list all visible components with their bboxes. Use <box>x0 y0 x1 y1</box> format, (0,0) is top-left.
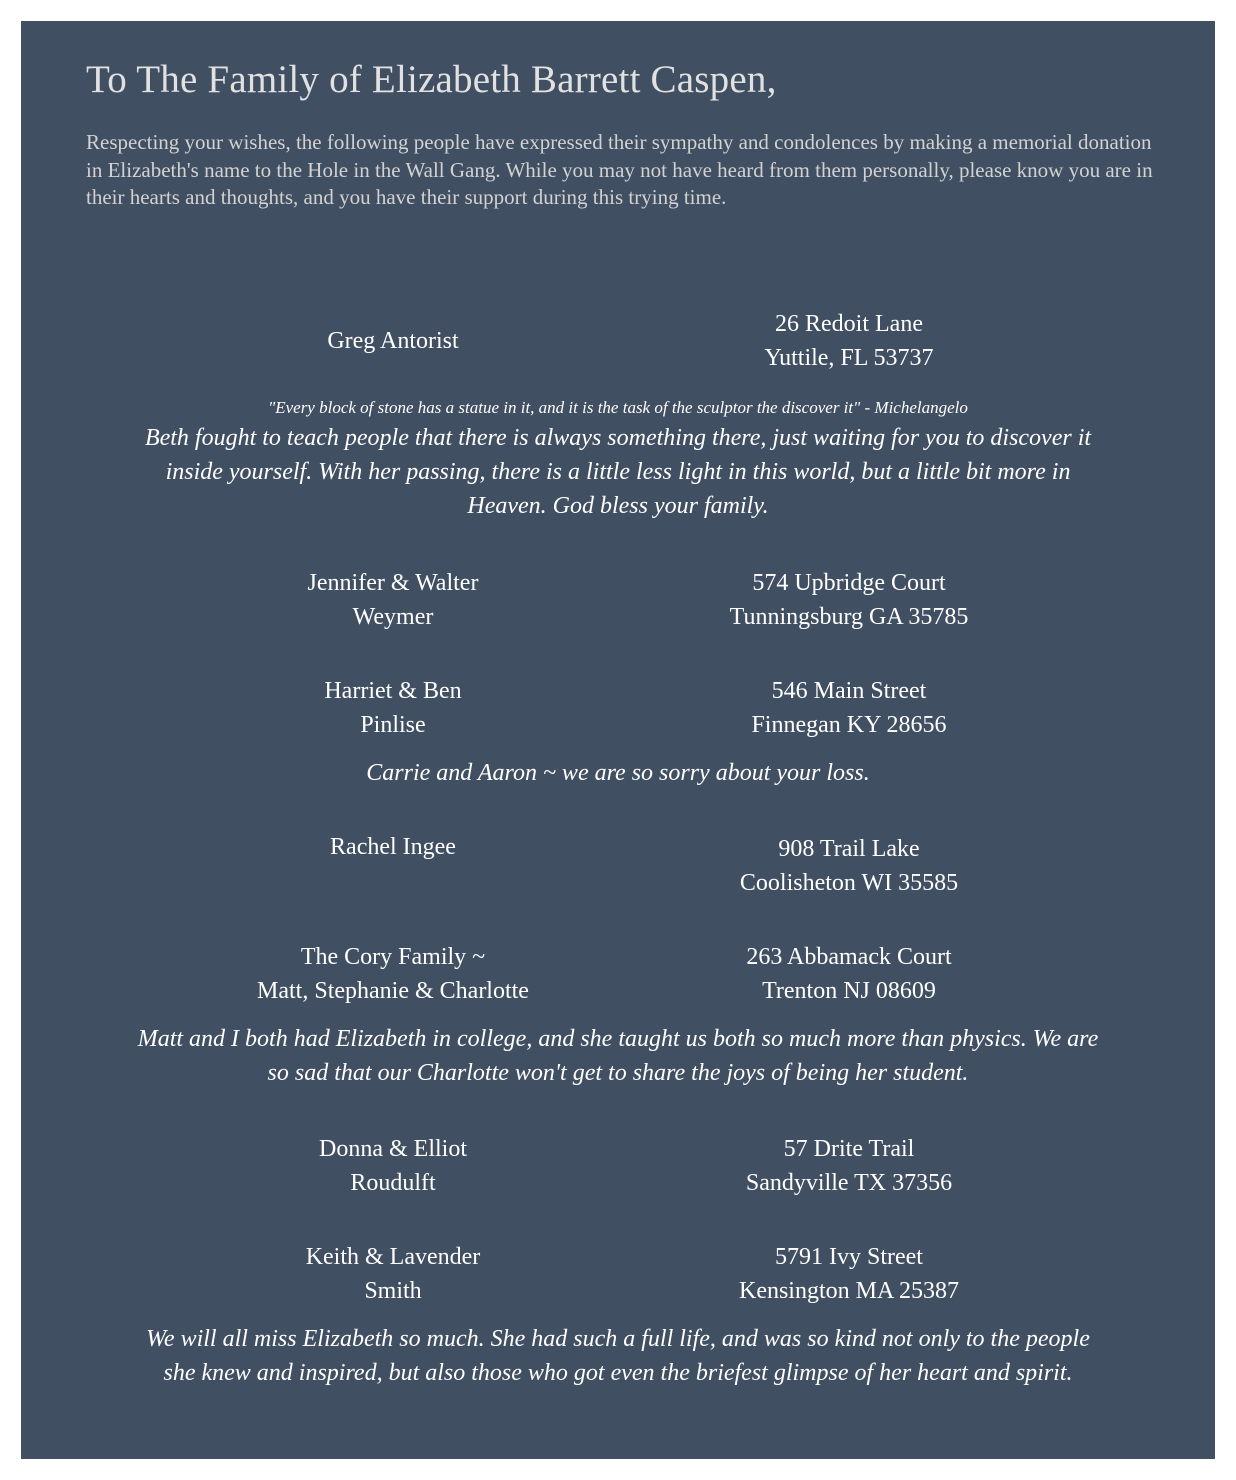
donor-name <box>193 1130 593 1202</box>
donor-address-line: 546 Main Street <box>771 678 927 704</box>
donor-address-line: 574 Upbridge Court <box>752 570 946 596</box>
donor-address <box>649 1238 1049 1310</box>
donor-address-line: Coolisheton WI 35585 <box>739 870 959 896</box>
donor-name <box>193 830 593 902</box>
donor-entry <box>21 564 1215 636</box>
donor-message: Carrie and Aaron ~ we are so sorry about your loss. <box>366 760 870 786</box>
letter-intro: Respecting your wishes, the following people have expressed their sympathy and condolences by making a memorial donation in Elizabeth's name to the Hole in the Wall Gang. While you may not have heard from them personally, please know you are in their hearts and thoughts, and you have their support during this trying time. <box>86 130 1153 209</box>
donor-entry <box>21 1130 1215 1202</box>
donor-address-line: Yuttile, FL 53737 <box>764 345 934 371</box>
donor-address-line: 5791 Ivy Street <box>775 1244 923 1270</box>
donor-address <box>649 672 1049 744</box>
donor-address <box>649 830 1049 902</box>
donor-name <box>193 305 593 377</box>
donor-name <box>193 672 593 744</box>
donor-name-line: Harriet & Ben <box>324 678 462 704</box>
donor-name-line: Pinlise <box>360 712 426 738</box>
donor-name-line: Weymer <box>352 604 434 630</box>
donor-entry <box>21 305 1215 377</box>
donor-name-line: Donna & Elliot <box>319 1136 467 1162</box>
donor-name-line: Jennifer & Walter <box>307 570 479 596</box>
donor-address <box>649 938 1049 1010</box>
donor-name-line: The Cory Family ~ <box>300 944 486 970</box>
donor-address <box>649 1130 1049 1202</box>
donor-entry <box>21 1238 1215 1310</box>
memorial-card <box>21 21 1215 1459</box>
donor-message: Matt and I both had Elizabeth in college, and she taught us both so much more than physics. We are so sad that our Charlotte won't get to share the joys of being her student. <box>137 1026 1099 1086</box>
donor-address-line: 57 Drite Trail <box>783 1136 915 1162</box>
donor-name-line: Matt, Stephanie & Charlotte <box>257 978 529 1004</box>
donor-message: We will all miss Elizabeth so much. She had such a full life, and was so kind not only to the people she knew and inspired, but also those who got even the briefest glimpse of her heart and spirit. <box>146 1326 1090 1386</box>
michelangelo-quote: "Every block of stone has a statue in it, and it is the task of the sculptor the discover it" - Michelangelo <box>268 398 968 417</box>
donor-entry <box>21 938 1215 1010</box>
donor-address <box>649 305 1049 377</box>
letter-heading: To The Family of Elizabeth Barrett Caspen, <box>86 58 777 101</box>
donor-address <box>649 564 1049 636</box>
donor-message: Beth fought to teach people that there is always something there, just waiting for you to discover it inside yourself. With her passing, there is a little less light in this world, but a little bit more in Heaven. God bless your family. <box>144 425 1092 519</box>
donor-name <box>193 938 593 1010</box>
donor-address-line: 908 Trail Lake <box>778 836 920 862</box>
donor-entry <box>21 672 1215 744</box>
donor-address-line: 263 Abbamack Court <box>746 944 952 970</box>
donor-address-line: Trenton NJ 08609 <box>762 978 936 1004</box>
donor-name-line: Rachel Ingee <box>330 834 456 860</box>
donor-address-line: Sandyville TX 37356 <box>745 1170 953 1196</box>
donor-name <box>193 1238 593 1310</box>
donor-address-line: 26 Redoit Lane <box>775 311 923 337</box>
donor-name-line: Keith & Lavender <box>305 1244 481 1270</box>
donor-name-line: Roudulft <box>350 1170 436 1196</box>
donor-entry <box>21 830 1215 902</box>
donor-address-line: Kensington MA 25387 <box>738 1278 959 1304</box>
donor-address-line: Finnegan KY 28656 <box>751 712 947 738</box>
donor-name <box>193 564 593 636</box>
donor-name-line: Greg Antorist <box>327 328 459 354</box>
donor-name-line: Smith <box>364 1278 422 1304</box>
donor-address-line: Tunningsburg GA 35785 <box>729 604 969 630</box>
